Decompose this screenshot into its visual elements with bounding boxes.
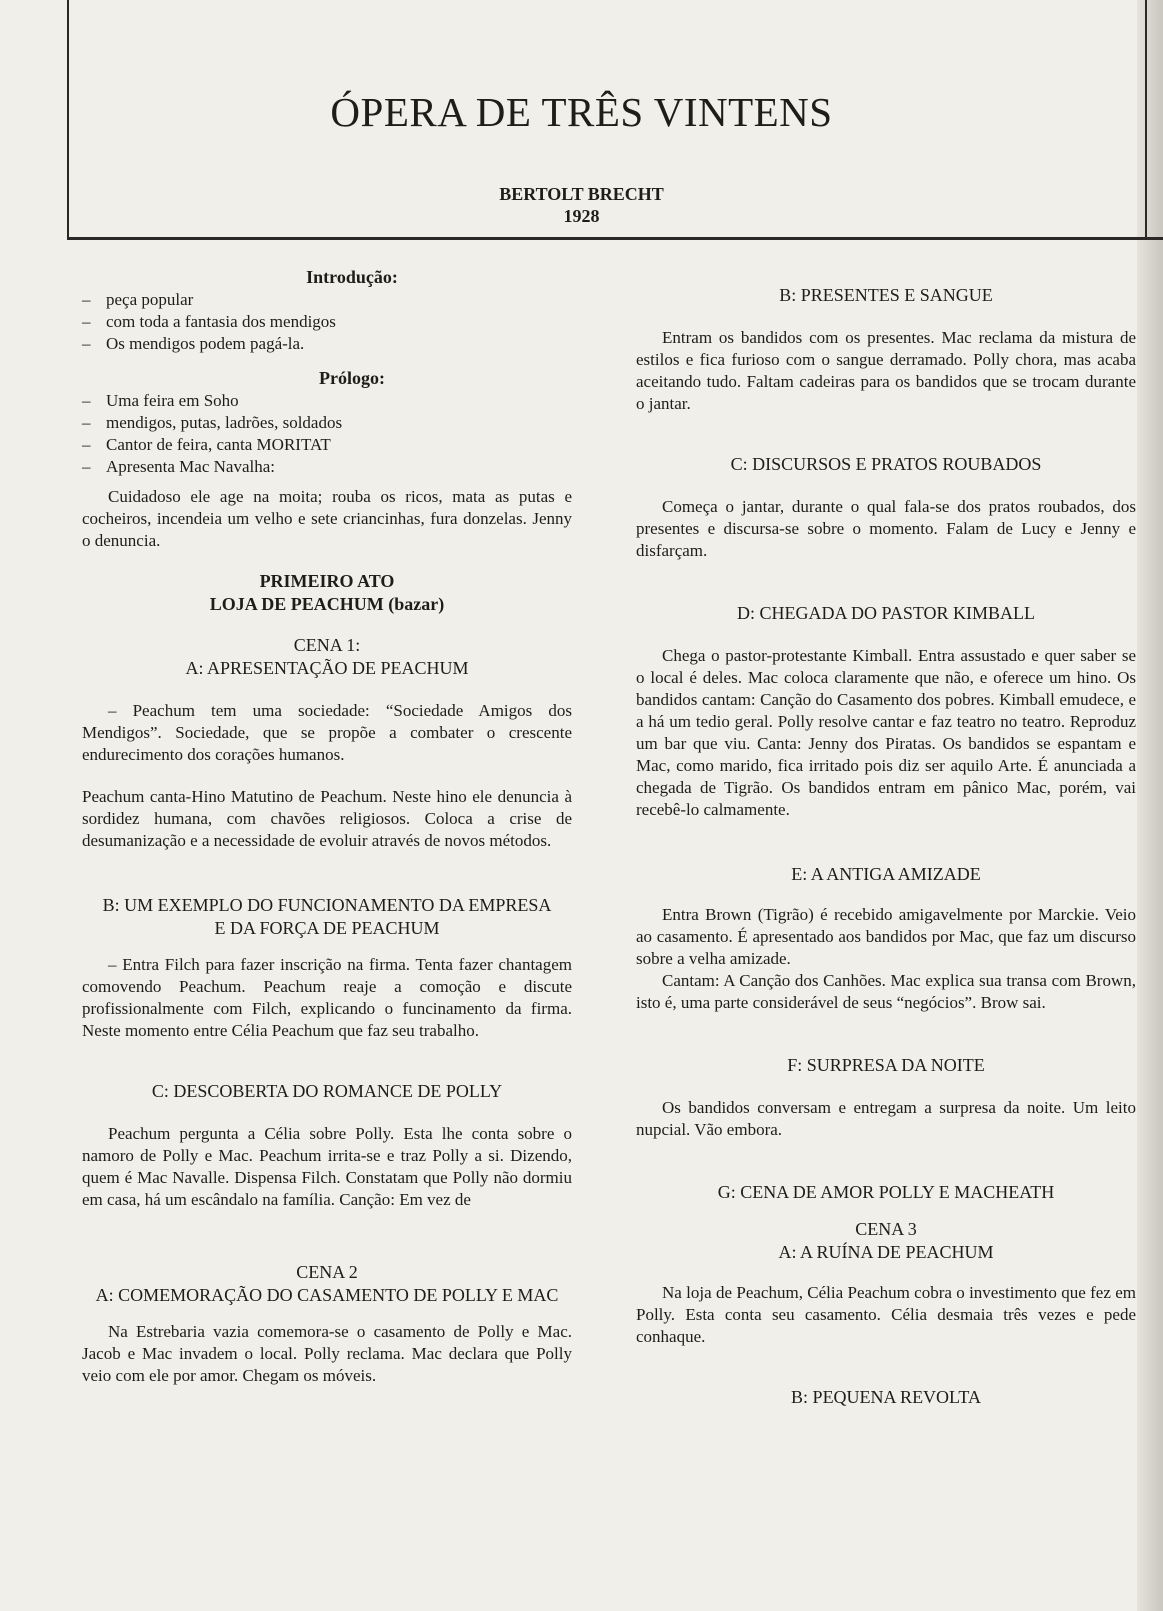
intro-heading: Introdução: (306, 267, 398, 287)
section-b-subheading: E DA FORÇA DE PEACHUM (214, 918, 440, 938)
section-b-heading: B: UM EXEMPLO DO FUNCIONAMENTO DA EMPRESA (102, 895, 552, 915)
list-item: – Apresenta Mac Navalha: (82, 456, 572, 478)
revolta-heading: B: PEQUENA REVOLTA (791, 1387, 981, 1407)
intro-list (82, 289, 572, 355)
list-item: – peça popular (82, 289, 572, 311)
scene-2-a-heading: A: COMEMORAÇÃO DO CASAMENTO DE POLLY E MAC (95, 1285, 559, 1305)
amizade-heading: E: A ANTIGA AMIZADE (791, 864, 981, 884)
prologo-paragraph: Cuidadoso ele age na moita; rouba os ricos, mata as putas e cocheiros, incendeia um velho e sete criancinhas, fura donzelas. Jenny o denuncia. (82, 487, 572, 550)
scene-3-a-heading: A: A RUÍNA DE PEACHUM (778, 1242, 994, 1262)
amor-heading: G: CENA DE AMOR POLLY E MACHEATH (717, 1182, 1055, 1202)
act-title: PRIMEIRO ATO (259, 571, 395, 591)
publication-year: 1928 (563, 206, 600, 226)
scene-1-title: CENA 1: (293, 635, 361, 655)
presentes-paragraph: Entram os bandidos com os presentes. Mac reclama da mistura de estilos e fica furioso com o sangue derramado. Polly chora, mas acaba aceitando tudo. Faltam cadeiras para os bandidos que se trocam durante o jantar. (636, 328, 1136, 413)
list-item: – com toda a fantasia dos mendigos (82, 311, 572, 333)
prologo-list (82, 390, 572, 478)
title-rule (67, 237, 1163, 240)
section-b-paragraph: – Entra Filch para fazer inscrição na firma. Tenta fazer chantagem comovendo Peachum. Peachum reaje a comoção e discute profissionalmente com Filch, explicando o funcinamento da firma. Neste momento entre Célia Peachum que faz seu trabalho. (82, 955, 572, 1040)
discursos-heading: C: DISCURSOS E PRATOS ROUBADOS (730, 454, 1042, 474)
amizade-paragraph-2: Cantam: A Canção dos Canhões. Mac explica sua transa com Brown, isto é, uma parte considerável de seus “negócios”. Brow sai. (636, 971, 1136, 1012)
list-item: – Uma feira em Soho (82, 390, 572, 412)
discursos-paragraph: Começa o jantar, durante o qual fala-se dos pratos roubados, dos presentes e discursa-se sobre o momento. Falam de Lucy e Jenny e disfarçam. (636, 497, 1136, 560)
list-item: – Os mendigos podem pagá-la. (82, 333, 572, 355)
list-item: – Cantor de feira, canta MORITAT (82, 434, 572, 456)
prologo-heading: Prólogo: (319, 368, 385, 388)
surpresa-paragraph: Os bandidos conversam e entregam a surpresa da noite. Um leito nupcial. Vão embora. (636, 1098, 1136, 1139)
page-title: ÓPERA DE TRÊS VINTENS (330, 89, 833, 135)
scene-1-a-heading: A: APRESENTAÇÃO DE PEACHUM (185, 658, 469, 678)
pastor-paragraph: Chega o pastor-protestante Kimball. Entra assustado e quer saber se o local é deles. Mac coloca claramente que não, e oferece um hino. Os bandidos cantam: Canção do Casamento dos pobres. Kimball emudece, e a há um tedio geral. Polly resolve cantar e faz teatro no teatro. Reproduz um bar que viu. Canta: Jenny dos Piratas. Os bandidos se espantam e Mac, como marido, fica irritado pois diz ser aquilo Arte. É anunciada a chegada de Tigrão. Os bandidos entram em pânico Mac, porém, vai recebê-lo calmamente. (636, 646, 1136, 819)
pastor-heading: D: CHEGADA DO PASTOR KIMBALL (736, 603, 1036, 623)
left-column (82, 266, 572, 1387)
right-column (636, 284, 1136, 1409)
page-edge-shadow (1137, 0, 1163, 1611)
surpresa-heading: F: SURPRESA DA NOITE (787, 1055, 985, 1075)
list-item: – mendigos, putas, ladrões, soldados (82, 412, 572, 434)
scene-1-paragraph-1: – Peachum tem uma sociedade: “Sociedade Amigos dos Mendigos”. Sociedade, que se propõe a combater o crescente endurecimento dos corações humanos. (82, 701, 572, 764)
act-subtitle: LOJA DE PEACHUM (bazar) (209, 594, 445, 614)
amizade-paragraph-1: Entra Brown (Tigrão) é recebido amigavelmente por Marckie. Veio ao casamento. É apresentado aos bandidos por Mac, que faz um discurso sobre a velha amizade. (636, 905, 1136, 968)
presentes-heading: B: PRESENTES E SANGUE (779, 285, 993, 305)
scene-2-paragraph: Na Estrebaria vazia comemora-se o casamento de Polly e Mac. Jacob e Mac invadem o local. Polly reclama. Mac declara que Polly veio com ele por amor. Chegam os móveis. (82, 1322, 572, 1385)
scene-1-paragraph-2: Peachum canta-Hino Matutino de Peachum. Neste hino ele denuncia à sordidez humana, com chavões religiosos. Coloca a crise de desumanização e a necessidade de evoluir através de novos métodos. (82, 787, 572, 850)
author-block (0, 183, 1163, 227)
scene-2-title: CENA 2 (296, 1262, 358, 1282)
scene-3-title: CENA 3 (855, 1219, 917, 1239)
section-c-paragraph: Peachum pergunta a Célia sobre Polly. Esta lhe conta sobre o namoro de Polly e Mac. Peachum irrita-se e traz Polly a si. Dizendo, quem é Mac Navalle. Dispensa Filch. Constatam que Polly não dormiu em casa, há um escândalo na família. Canção: Em vez de (82, 1124, 572, 1209)
scene-3-paragraph: Na loja de Peachum, Célia Peachum cobra o investimento que fez em Polly. Esta conta seu casamento. Célia desmaia três vezes e pede conhaque. (636, 1283, 1136, 1346)
section-c-heading: C: DESCOBERTA DO ROMANCE DE POLLY (151, 1081, 503, 1101)
author-name: BERTOLT BRECHT (499, 184, 664, 204)
